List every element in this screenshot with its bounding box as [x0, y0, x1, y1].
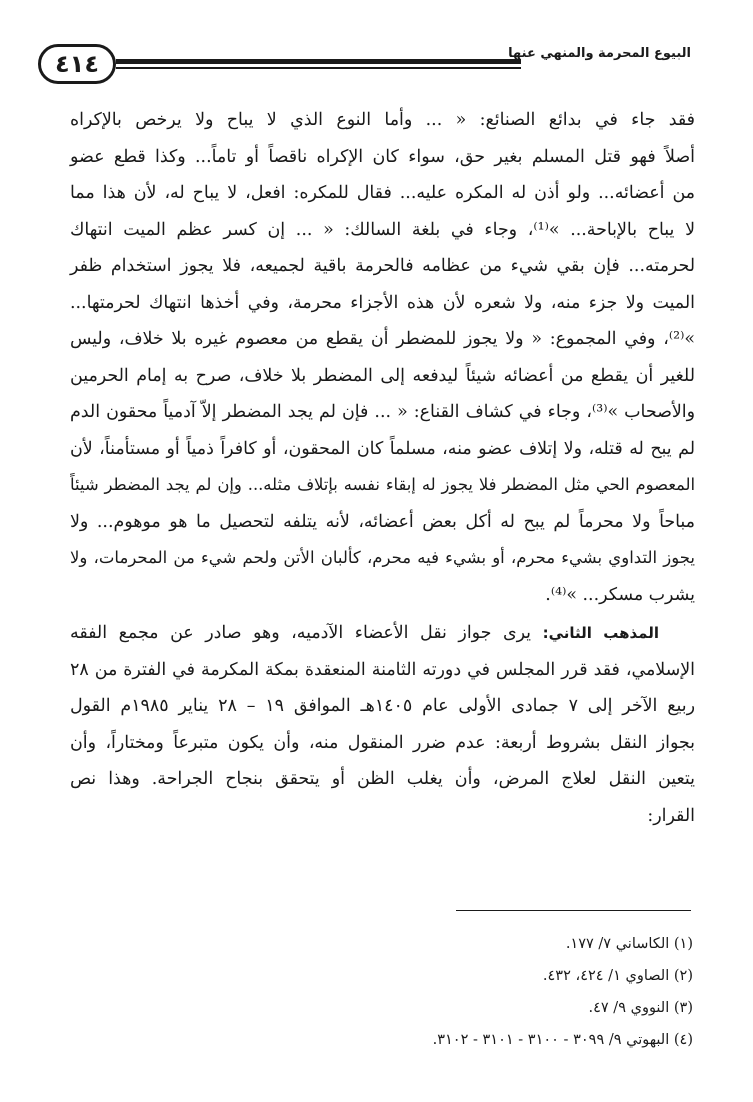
footnote: (٣) النووي ٩/ ٤٧. — [588, 1000, 693, 1016]
text-line: الميت ولا جزء منه، ولا شعره لأن هذه الأجزاء محرمة، وفي أخذها انتهاك لحرمتها... — [70, 292, 695, 313]
text-line: مباحاً ولا محرماً لم يبح له أكل بعض أعضائه، لأنه يتلفه لتحصيل ما هو موهوم... ولا — [70, 511, 695, 532]
madhhab-first-text: يرى جواز نقل الأعضاء الآدميه، وهو صادر عن مجمع الفقه — [70, 623, 532, 643]
page-number: ٤١٤ — [38, 44, 116, 84]
text-line: لحرمته... فإن بقي شيء من عظامه فالحرمة باقية لجميعه، فلا يجوز استخدام ظفر — [70, 256, 695, 276]
text-line: الإسلامي، فقد قرر المجلس في دورته الثامنة المنعقدة بمكة المكرمة في الفترة من ٢٨ — [70, 659, 695, 680]
text-line: القرار: — [647, 805, 695, 826]
text-line: أصلاً فهو قتل المسلم بغير حق، سواء كان الإكراه ناقصاً أو تاماً... وكذا قطع عضو — [70, 146, 695, 167]
text-line: »⁽²⁾، وفي المجموع: « ولا يجوز للمضطر أن يقطع من معصوم غيره بلا خلاف، وليس — [70, 329, 695, 349]
footnote: (٢) الصاوي ١/ ٤٢٤، ٤٣٢. — [542, 968, 693, 984]
text-line: يتعين النقل لعلاج المرض، وأن يغلب الظن أو يتحقق بنجاح الجراحة. وهذا نص — [70, 769, 695, 789]
madhhab-first-line — [70, 615, 695, 652]
text-line: يشرب مسكر... »⁽⁴⁾. — [545, 584, 695, 605]
text-line: من أعضائه... ولو أذن له المكره عليه... فقال للمكره: افعل، لا يباح له، لأن هذا مما — [70, 183, 695, 203]
footnote: (١) الكاساني ٧/ ١٧٧. — [565, 936, 693, 952]
text-line: يجوز التداوي بشيء محرم، أو بشيء فيه محرم، كألبان الأتن ولحم شيء من المحرمات، ولا — [70, 548, 695, 567]
page-header — [38, 44, 691, 94]
text-line: والأصحاب »⁽³⁾، وجاء في كشاف القناع: « ... فإن لم يجد المضطر إلاّ آدمياً محقون الدم — [70, 402, 695, 422]
footnotes — [273, 928, 693, 1056]
madhhab-label: المذهب الثاني: — [542, 624, 659, 642]
header-rule-thin — [116, 67, 521, 69]
text-line: للغير أن يقطع من أعضائه شيئاً ليدفعه إلى المضطر بلا خلاف، صرح به إمام الحرمين — [70, 365, 695, 386]
running-title: البيوع المحرمة والمنهي عنها — [508, 46, 691, 61]
text-line: بجواز النقل بشروط أربعة: عدم ضرر المنقول منه، وأن يكون متبرعاً ومختاراً، وأن — [70, 732, 695, 753]
text-line: فقد جاء في بدائع الصنائع: « ... وأما النوع الذي لا يباح ولا يرخص بالإكراه — [70, 110, 695, 130]
header-rule-thick — [116, 59, 521, 64]
text-line: لا يباح بالإباحة... »⁽¹⁾، وجاء في بلغة السالك: « ... إن كسر عظم الميت انتهاك — [70, 219, 695, 240]
text-line: لم يبح له قتله، ولا إتلاف عضو منه، مسلماً كان المحقون، أو كافراً ذمياً أو مستأمناً، لأن — [70, 438, 695, 459]
main-text — [70, 102, 695, 834]
footnote-separator — [456, 910, 691, 911]
footnote: (٤) البهوتي ٩/ ٣٠٩٩ - ٣١٠٠ - ٣١٠١ - ٣١٠٢. — [432, 1032, 693, 1048]
text-line: ربيع الآخر إلى ٧ جمادى الأولى عام ١٤٠٥هـ الموافق ١٩ – ٢٨ يناير ١٩٨٥م القول — [70, 696, 695, 716]
text-line: المعصوم الحي مثل المضطر فلا يجوز له إبقاء نفسه بإتلاف مثله... وإن لم يجد المضطر شيئاً — [70, 475, 695, 494]
